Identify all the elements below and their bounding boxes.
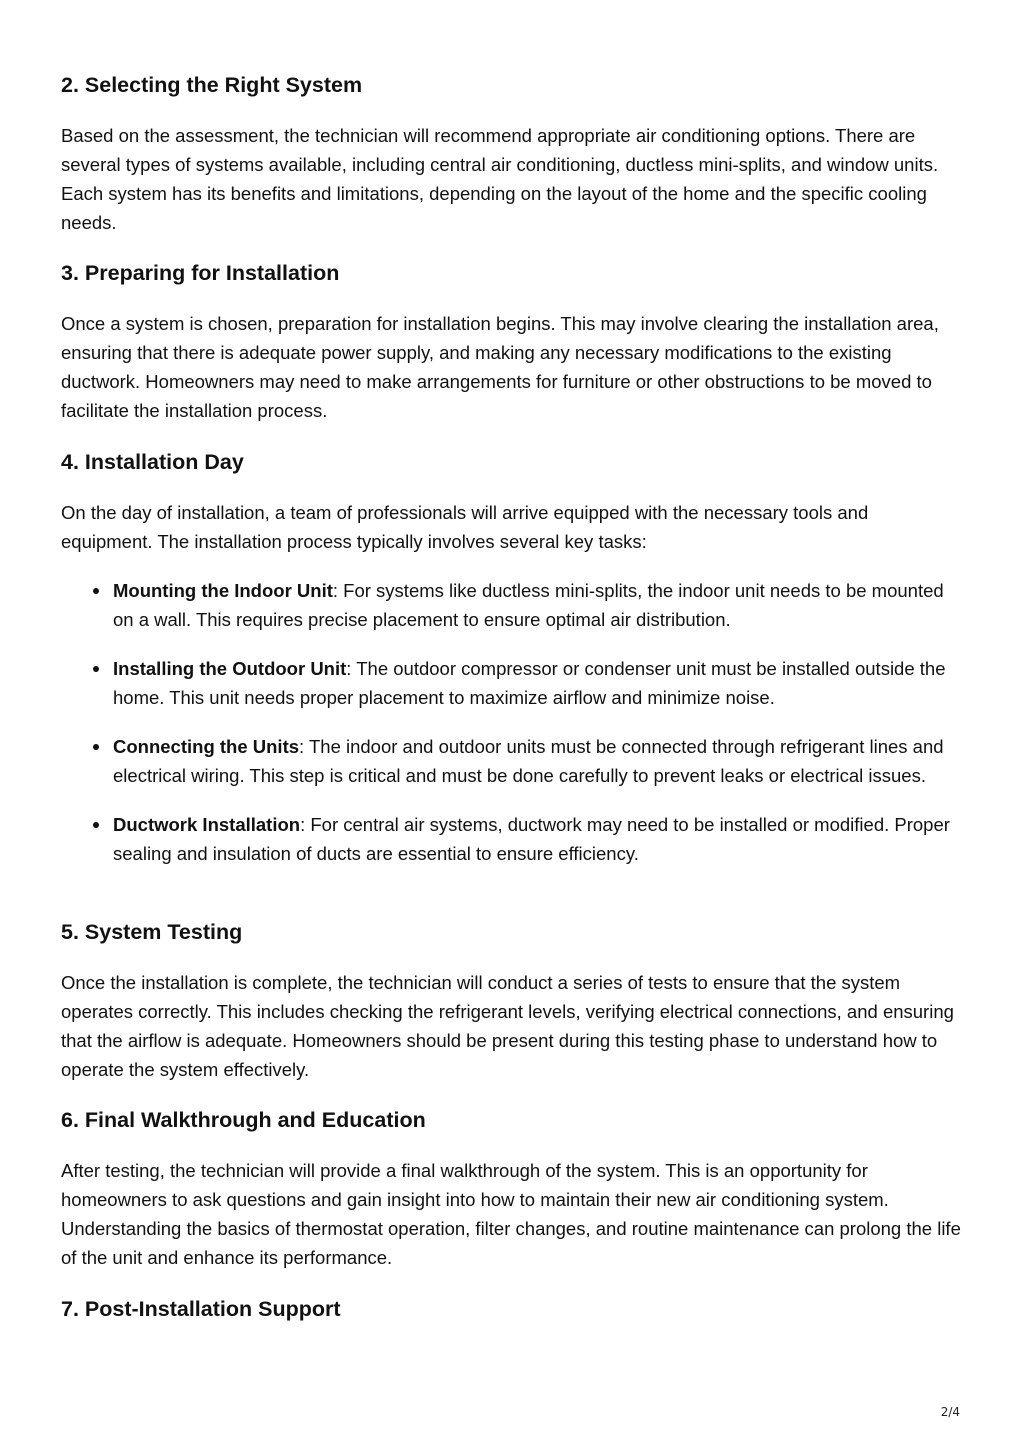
section-paragraph: Once a system is chosen, preparation for installation begins. This may involve clearing the installation area, ensuring that there is adequate power supply, and making any necessary modifications to the existing ductwork. Homeowners may need to make arrangements for furniture or other obstructions to be moved to facilitate the installation process. <box>61 313 939 421</box>
section-heading: 4. Installation Day <box>61 450 244 474</box>
list-item-term: Connecting the Units <box>113 736 300 757</box>
list-item-term: Mounting the Indoor Unit <box>113 580 333 601</box>
section-preparing-installation <box>61 258 961 425</box>
section-heading: 7. Post-Installation Support <box>61 1297 341 1321</box>
section-selecting-system <box>61 70 961 237</box>
section-heading: 6. Final Walkthrough and Education <box>61 1108 426 1132</box>
list-item-text: : For systems like ductless mini-splits, the indoor unit needs to be mounted on a wall. This requires precise placement to ensure optimal air distribution. <box>113 580 944 630</box>
section-system-testing <box>61 917 961 1084</box>
list-item-term: Installing the Outdoor Unit <box>113 658 347 679</box>
section-paragraph: Once the installation is complete, the technician will conduct a series of tests to ensure that the system operates correctly. This includes checking the refrigerant levels, verifying electrical connections, and ensuring that the airflow is adequate. Homeowners should be present during this testing phase to understand how to operate the system effectively. <box>61 972 954 1080</box>
section-heading: 2. Selecting the Right System <box>61 73 363 97</box>
section-final-walkthrough <box>61 1105 961 1272</box>
section-paragraph: Based on the assessment, the technician will recommend appropriate air conditioning options. There are several types of systems available, including central air conditioning, ductless mini-splits, and window units. Each system has its benefits and limitations, depending on the layout of the home and the specific cooling needs. <box>61 125 939 233</box>
section-heading: 3. Preparing for Installation <box>61 261 340 285</box>
list-item <box>113 654 961 712</box>
list-item-text: : The indoor and outdoor units must be connected through refrigerant lines and electrical wiring. This step is critical and must be done carefully to prevent leaks or electrical issues. <box>113 736 944 786</box>
list-item <box>113 732 961 790</box>
section-paragraph: After testing, the technician will provide a final walkthrough of the system. This is an opportunity for homeowners to ask questions and gain insight into how to maintain their new air conditioning system. Understanding the basics of thermostat operation, filter changes, and routine maintenance can prolong the life of the unit and enhance its performance. <box>61 1160 961 1268</box>
list-item-text: : The outdoor compressor or condenser unit must be installed outside the home. This unit needs proper placement to maximize airflow and minimize noise. <box>113 658 946 708</box>
section-heading: 5. System Testing <box>61 920 243 944</box>
section-paragraph: On the day of installation, a team of professionals will arrive equipped with the necessary tools and equipment. The installation process typically involves several key tasks: <box>61 502 869 552</box>
page-number: 2/4 <box>940 1405 960 1419</box>
list-item-text: : For central air systems, ductwork may need to be installed or modified. Proper sealing and insulation of ducts are essential to ensure efficiency. <box>113 814 950 864</box>
section-installation-day <box>61 447 961 868</box>
list-item <box>113 576 961 634</box>
section-post-installation <box>61 1294 961 1324</box>
task-list <box>61 576 961 868</box>
list-item <box>113 810 961 868</box>
list-item-term: Ductwork Installation <box>113 814 301 835</box>
